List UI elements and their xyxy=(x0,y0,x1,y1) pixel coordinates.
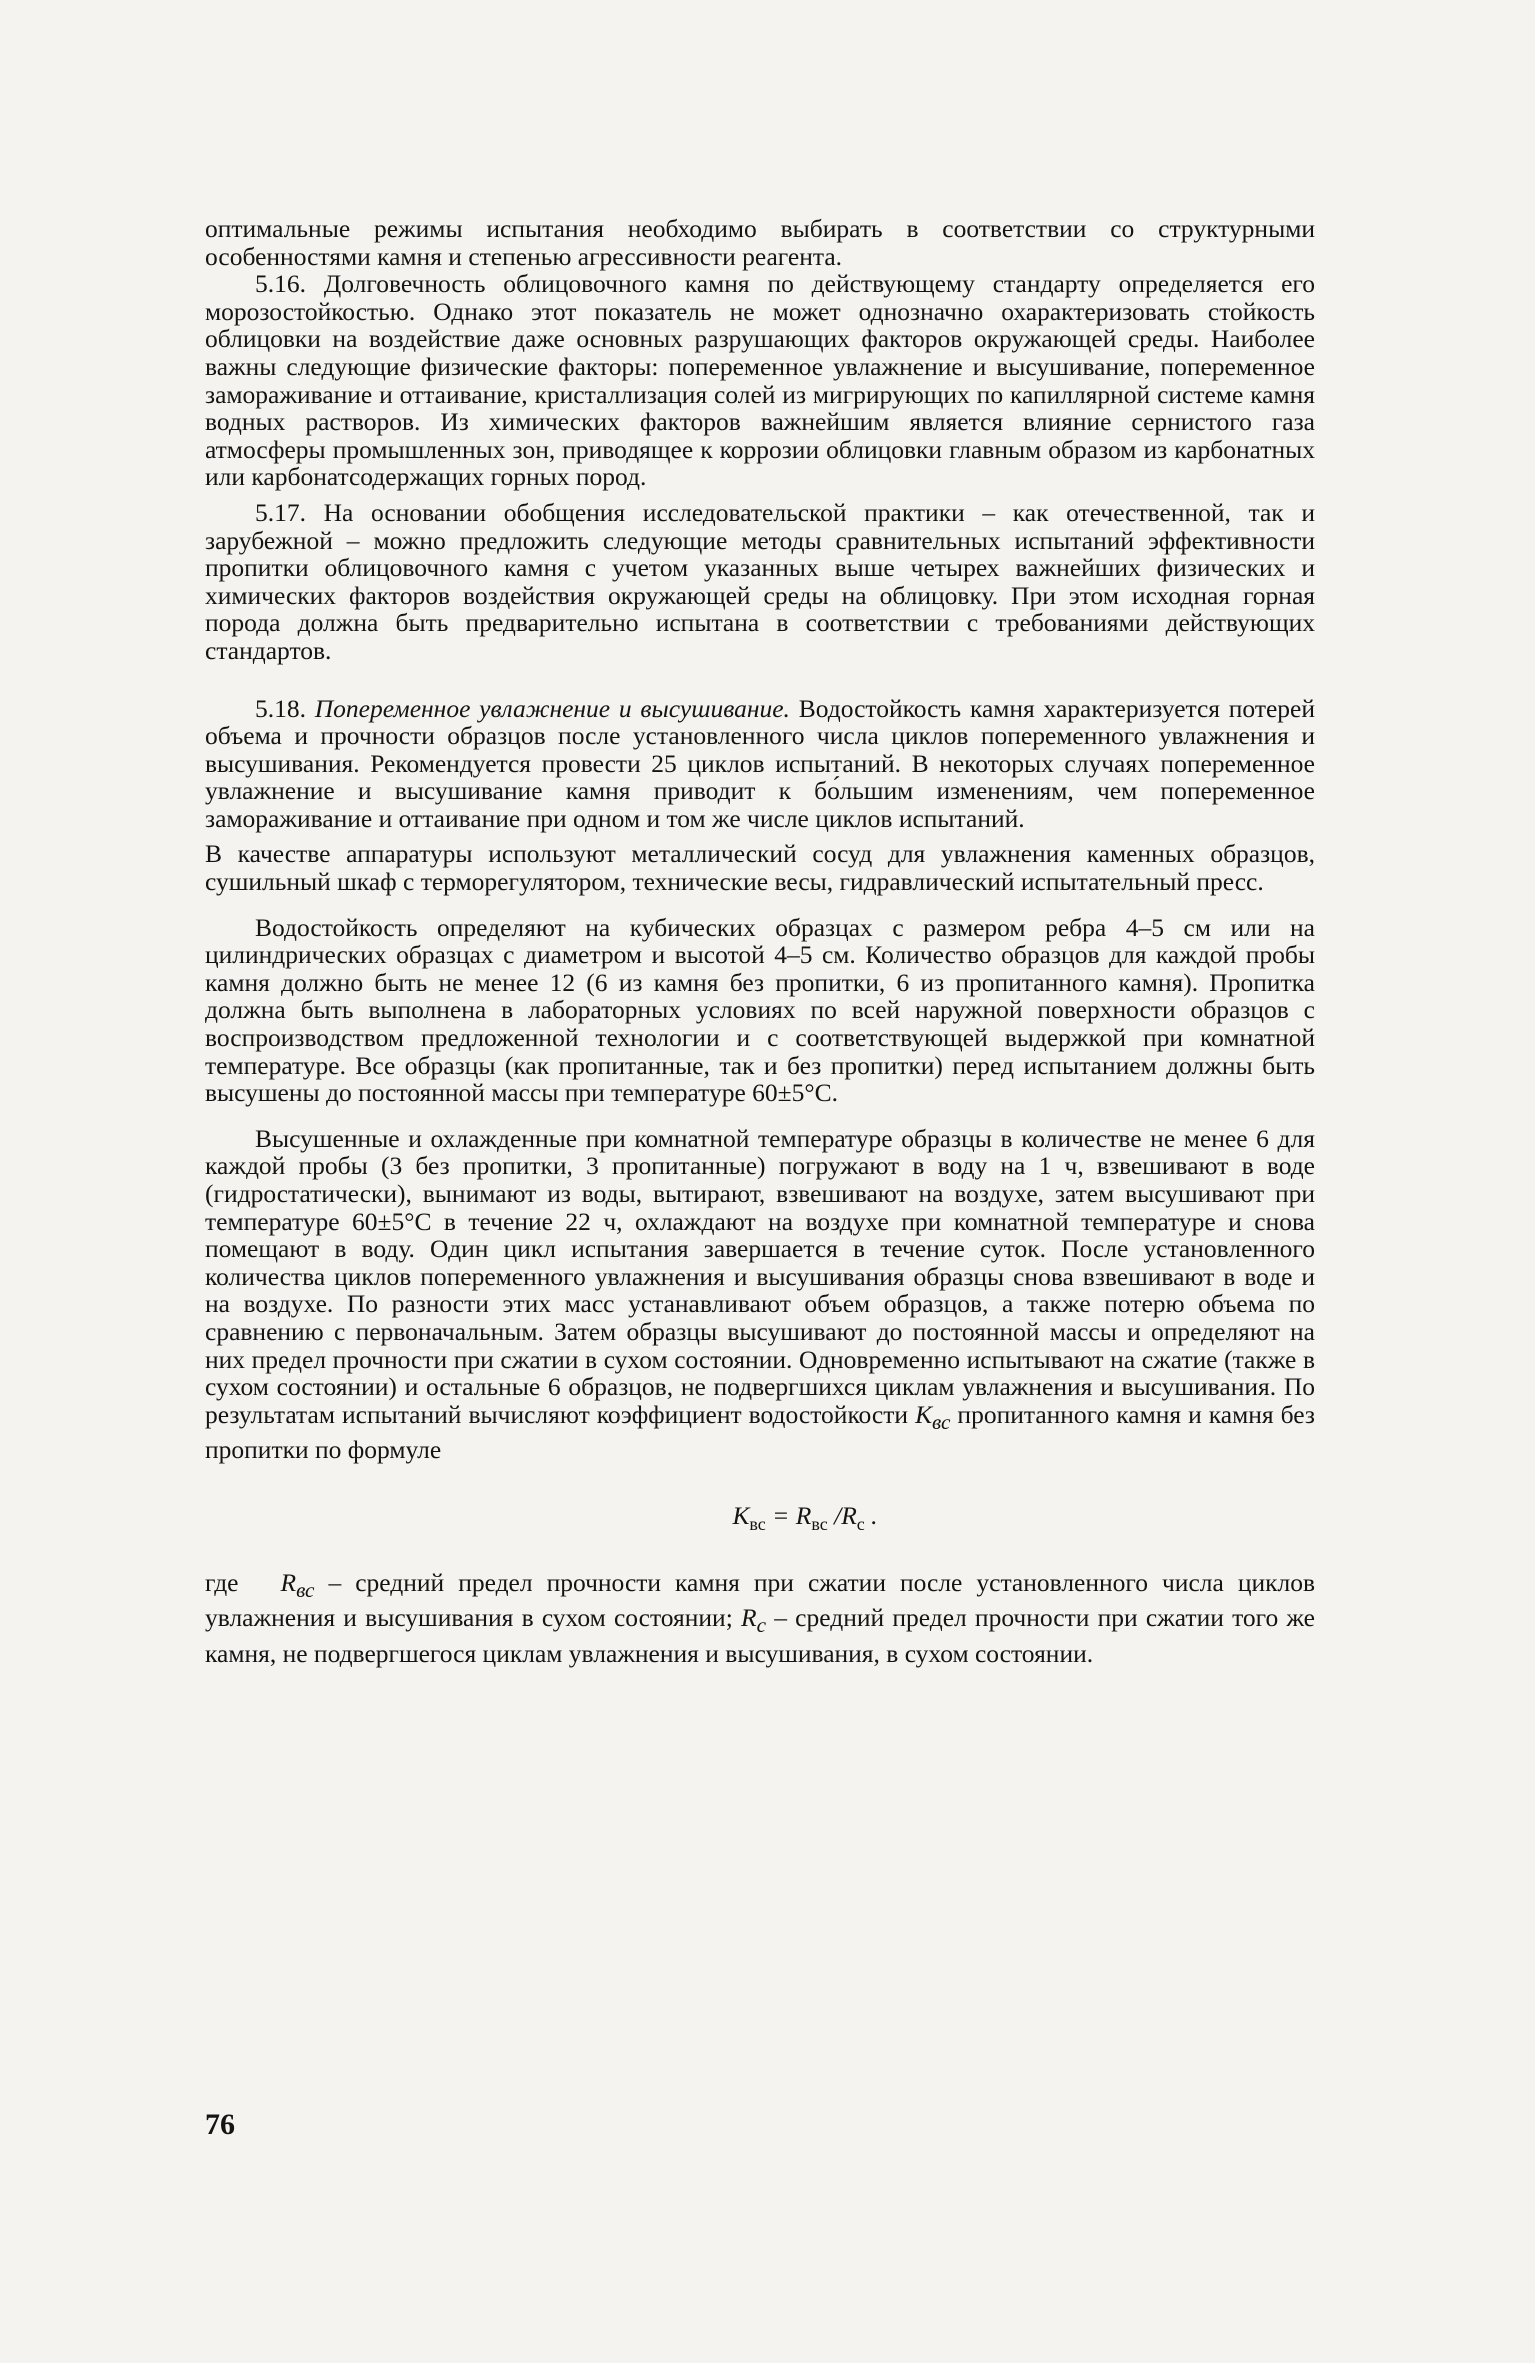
section-body: Водостойкость камня характеризуется потерей объема и прочности образцов после установленного числа циклов попеременного увлажнения и высушивания. Рекомендуется провести 25 циклов испытаний. В некоторых случаях попеременное увлажнение и высушивание камня приводит к бо́льшим изменениям, чем попеременное замораживание и оттаивание при одном и том же числе циклов испытаний. xyxy=(205,693,1316,833)
paragraph-5-16: 5.16. Долговечность облицовочного камня по действующему стандарту определяется его морозостойкостью. Однако этот показатель не может однозначно охарактеризовать стойкость облицовки на воздействие даже основных разрушающих факторов окружающей среды. Наиболее важны следующие физические факторы: попеременное увлажнение и высушивание, попеременное замораживание и оттаивание, кристаллизация солей из мигрирующих по капиллярной системе камня водных растворов. Из химических факторов важнейшим является влияние сернистого газа атмосферы промышленных зон, приводящее к коррозии облицовки главным образом из карбонатных или карбонатсодержащих горных пород. xyxy=(205,269,1315,492)
formula: $К_{вс} = R_{вс}$ $/R_с$ . xyxy=(732,1501,878,1535)
paragraph-intro: оптимальные режимы испытания необходимо выбирать в соответствии со структурными особенностями камня и степенью агрессивности реагента. xyxy=(205,214,1315,271)
paragraph-5-17: 5.17. На основании обобщения исследовательской практики – как отечественной, так и зарубежной – можно предложить следующие методы сравнительных испытаний эффективности пропитки облицовочного камня с учетом указанных выше четырех важнейших физических и химических факторов воздействия окружающей среды на облицовку. При этом исходная горная порода должна быть предварительно испытана в соответствии с требованиями действующих стандартов. xyxy=(205,497,1315,665)
procedure-text: Высушенные и охлажденные при комнатной температуре образцы в количестве не менее 6 для каждой пробы (3 без пропитки, 3 пропитанные) погружают в воду на 1 ч, взвешивают в воде (гидростатически), вынимают из воды, вытирают, взвешивают на воздухе, затем высушивают при температуре 60±5°С в течение 22 ч, охлаждают на воздухе при комнатной температуре и снова помещают в воду. Один цикл испытания завершается в течение суток. После установленного количества циклов попеременного увлажнения и высушивания образцы снова взвешивают в воде и на воздухе. По разности этих масс устанавливают объем образцов, а также потерю объема по сравнению с первоначальным. Затем образцы высушивают до постоянной массы и определяют на них предел прочности при сжатии в сухом состоянии. Одновременно испытывают на сжатие (также в сухом состоянии) и остальные 6 образцов, не подвергшихся циклам увлажнения и высушивания. По результатам испытаний вычисляют коэффициент водостойкости xyxy=(205,1123,1315,1429)
section-number: 5.18. xyxy=(255,693,306,723)
paragraph-definitions xyxy=(205,1569,1315,1668)
procedure-tail: пропитанного камня и камня без пропитки по формуле xyxy=(205,1399,1316,1465)
section-title: Попеременное увлажнение и высушивание. xyxy=(314,693,790,723)
symbol-r-vs: $R_{вс}$ xyxy=(280,1567,315,1602)
paragraph-procedure xyxy=(205,1125,1315,1464)
paragraph-apparatus: В качестве аппаратуры используют металлический сосуд для увлажнения каменных образцов, сушильный шкаф с терморегулятором, технические весы, гидравлический испытательный пресс. xyxy=(205,839,1315,897)
page-number: 76 xyxy=(205,2108,235,2141)
symbol-k-vs: $К_{вс}$ xyxy=(915,1399,951,1434)
paragraph-samples: Водостойкость определяют на кубических образцах с размером ребра 4–5 см или на цилиндрических образцах с диаметром и высотой 4–5 см. Количество образцов для каждой пробы камня должно быть не менее 12 (6 из камня без пропитки, 6 из пропитанного камня). Пропитка должна быть выполнена в лабораторных условиях по всей наружной поверхности образцов с воспроизводством предложенной технологии и с соответствующей выдержкой при комнатной температуре. Все образцы (как пропитанные, так и без пропитки) перед испытанием должны быть высушены до постоянной массы при температуре 60±5°С. xyxy=(205,912,1315,1108)
paragraph-5-18 xyxy=(205,695,1315,833)
symbol-r-c: $R_с$ xyxy=(741,1603,767,1638)
page-text xyxy=(205,215,1315,1668)
where-label: где xyxy=(205,1567,239,1597)
definition-r-c: – средний предел прочности при сжатии того же камня, не подвергшегося циклам увлажнения и высушивания, в сухом состоянии. xyxy=(205,1603,1315,1669)
definition-r-vs: – средний предел прочности камня при сжатии после установленного числа циклов увлажнения и высушивания в сухом состоянии; xyxy=(205,1567,1316,1633)
